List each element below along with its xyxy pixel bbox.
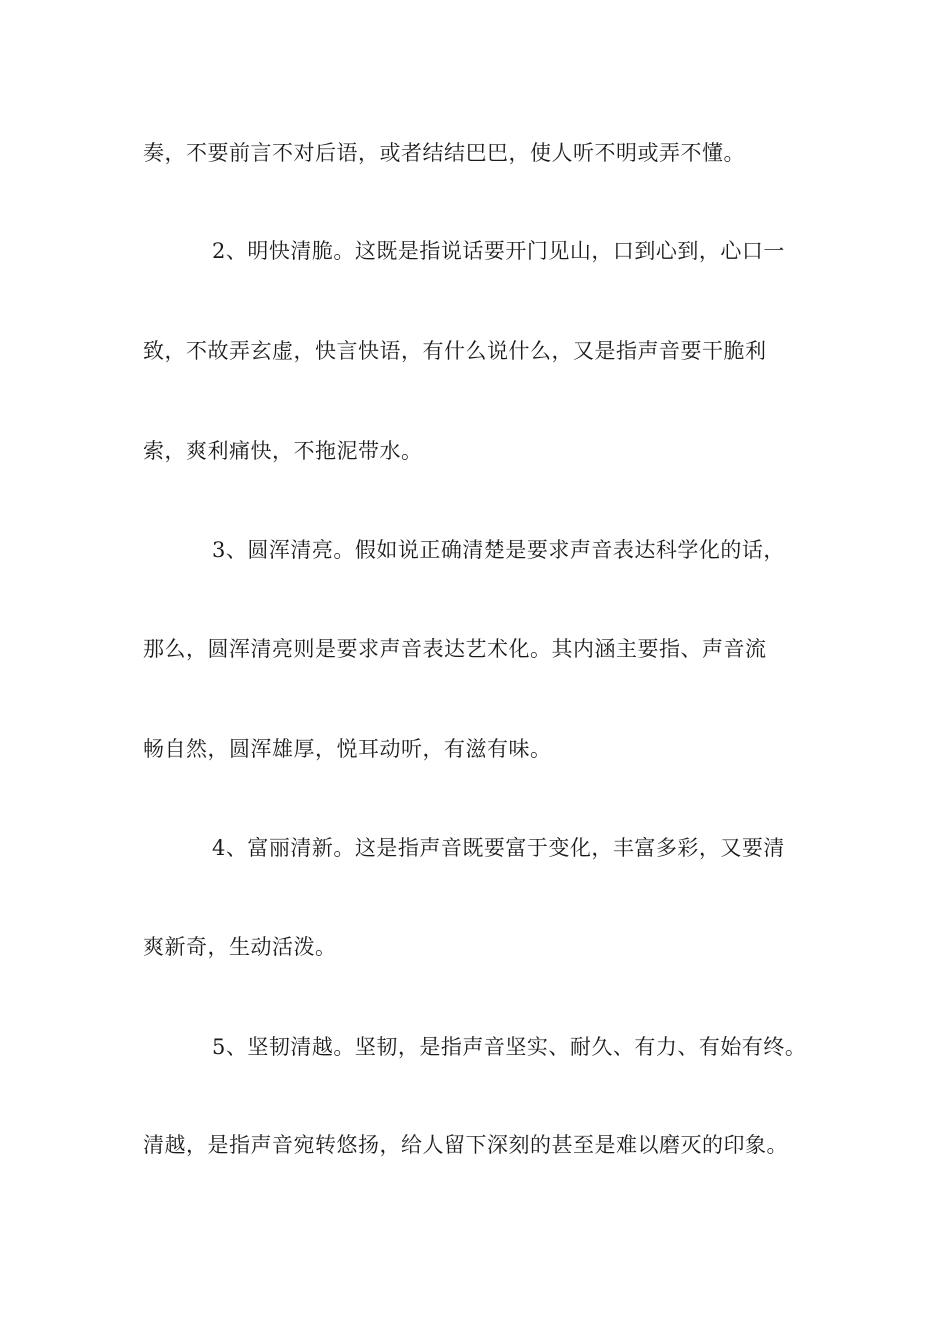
paragraph-5-line-2: 清越，是指声音宛转悠扬，给人留下深刻的甚至是难以磨灭的印象。: [143, 1133, 788, 1157]
paragraph-3-line-2: 那么，圆浑清亮则是要求声音表达艺术化。其内涵主要指、声音流: [143, 637, 767, 661]
paragraph-2-line-3: 索，爽利痛快，不拖泥带水。: [143, 439, 423, 463]
paragraph-3-line-1: 3、圆浑清亮。假如说正确清楚是要求声音表达科学化的话，: [212, 538, 785, 562]
paragraph-5-line-1: 5、坚韧清越。坚韧，是指声音坚实、耐久、有力、有始有终。: [212, 1035, 807, 1059]
paragraph-3-line-3: 畅自然，圆浑雄厚，悦耳动听，有滋有味。: [143, 737, 552, 761]
paragraph-2-line-2: 致，不故弄玄虚，快言快语，有什么说什么，又是指声音要干脆利: [143, 339, 767, 363]
paragraph-2-line-1: 2、明快清脆。这既是指说话要开门见山，口到心到，心口一: [212, 239, 785, 263]
paragraph-4-line-2: 爽新奇，生动活泼。: [143, 935, 337, 959]
paragraph-4-line-1: 4、富丽清新。这是指声音既要富于变化，丰富多彩，又要清: [212, 836, 785, 860]
paragraph-1-continuation: 奏，不要前言不对后语，或者结结巴巴，使人听不明或弄不懂。: [143, 141, 745, 165]
